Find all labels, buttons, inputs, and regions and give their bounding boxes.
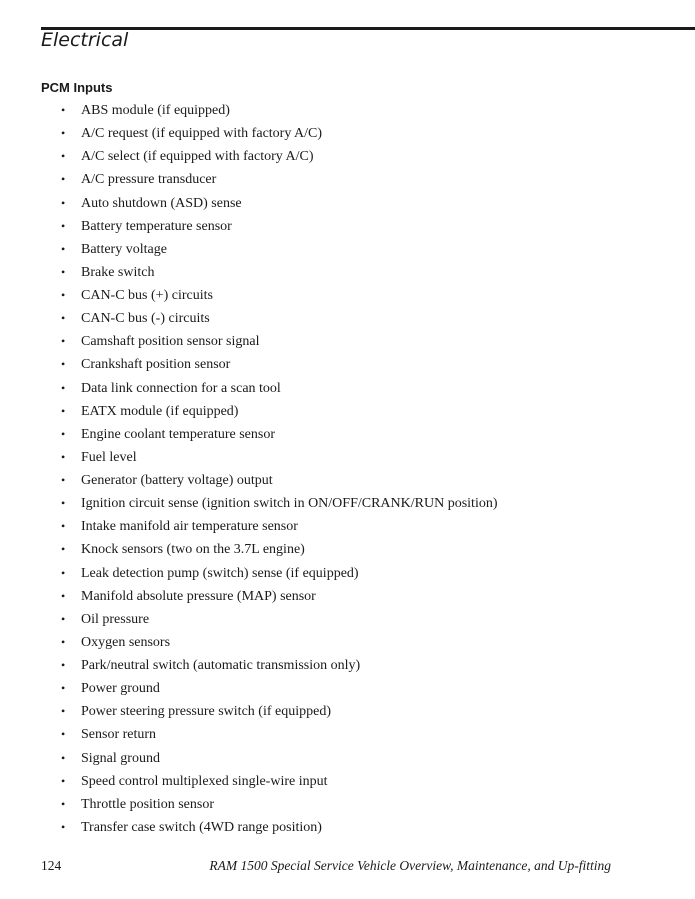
list-item-text: Signal ground (81, 750, 160, 766)
list-item (0, 307, 695, 330)
bullet-icon: • (61, 496, 66, 511)
list-item-text: Generator (battery voltage) output (81, 473, 273, 488)
list-item-text: A/C select (if equipped with factory A/C) (81, 149, 314, 165)
bullet-icon: • (61, 611, 66, 626)
list-item (0, 492, 695, 515)
list-item (0, 168, 695, 191)
document-title: RAM 1500 Special Service Vehicle Overview, Maintenance, and Up-fitting (209, 858, 611, 873)
list-item (0, 770, 695, 793)
bullet-icon: • (61, 819, 66, 834)
list-item-text: Crankshaft position sensor (81, 357, 231, 373)
bullet-icon: • (61, 241, 66, 256)
bullet-icon: • (61, 403, 66, 418)
bullet-icon: • (61, 773, 66, 788)
list-item (0, 793, 695, 816)
list-item (0, 215, 695, 238)
list-item (0, 631, 695, 654)
list-item-text: Sensor return (81, 727, 157, 743)
list-item (0, 145, 695, 168)
list-item (0, 723, 695, 746)
bullet-icon: • (61, 519, 66, 534)
list-item (0, 353, 695, 376)
list-item (0, 99, 695, 122)
bullet-icon: • (61, 542, 66, 557)
bullet-icon: • (61, 750, 66, 765)
page-number: 124 (41, 858, 62, 873)
list-item-text: CAN-C bus (+) circuits (81, 288, 213, 303)
list-item-text: Speed control multiplexed single-wire input (81, 773, 328, 789)
list-item-text: Camshaft position sensor signal (81, 334, 260, 350)
list-item-text: ABS module (if equipped) (81, 103, 230, 118)
list-item-text: Transfer case switch (4WD range position) (81, 819, 322, 835)
page-footer (41, 857, 621, 875)
list-item (0, 538, 695, 561)
list-item-text: A/C request (if equipped with factory A/C) (81, 126, 323, 142)
list-item-text: Power steering pressure switch (if equipped) (81, 704, 331, 720)
bullet-icon: • (61, 311, 66, 326)
bullet-icon: • (61, 588, 66, 603)
list-item (0, 585, 695, 608)
list-item-text: CAN-C bus (-) circuits (81, 311, 210, 327)
list-item-text: Intake manifold air temperature sensor (81, 519, 298, 535)
list-item (0, 515, 695, 538)
list-item-text: EATX module (if equipped) (81, 403, 239, 419)
list-item-text: Fuel level (81, 449, 137, 465)
bullet-icon: • (61, 658, 66, 672)
list-item (0, 446, 695, 469)
section-title: Electrical (41, 29, 129, 51)
bullet-icon: • (61, 681, 66, 696)
list-item (0, 700, 695, 723)
bullet-icon: • (61, 357, 66, 372)
list-item-text: A/C pressure transducer (81, 172, 217, 188)
bullet-icon: • (61, 172, 66, 187)
list-item (0, 192, 695, 215)
header-rule (41, 27, 695, 30)
list-item (0, 654, 695, 677)
bullet-icon: • (61, 426, 66, 441)
pcm-inputs-list (0, 99, 695, 839)
list-item-text: Battery voltage (81, 241, 167, 257)
bullet-icon: • (61, 195, 66, 210)
list-item-text: Ignition circuit sense (ignition switch in ON/OFF/CRANK/RUN position) (81, 496, 498, 512)
list-item (0, 562, 695, 585)
bullet-icon: • (61, 218, 66, 233)
bullet-icon: • (61, 149, 66, 164)
list-item (0, 816, 695, 839)
list-item (0, 122, 695, 145)
list-item-text: Battery temperature sensor (81, 218, 232, 234)
list-item (0, 284, 695, 307)
list-item-text: Oil pressure (81, 611, 150, 627)
bullet-icon: • (61, 634, 66, 649)
list-item (0, 469, 695, 492)
list-item-text: Knock sensors (two on the 3.7L engine) (81, 542, 305, 558)
list-item (0, 377, 695, 400)
list-item (0, 330, 695, 353)
list-item-text: Data link connection for a scan tool (81, 380, 281, 396)
list-item (0, 423, 695, 446)
bullet-icon: • (61, 704, 66, 719)
bullet-icon: • (61, 288, 66, 302)
bullet-icon: • (61, 796, 66, 811)
list-item (0, 747, 695, 770)
list-item-text: Throttle position sensor (81, 796, 214, 812)
list-item-text: Engine coolant temperature sensor (81, 426, 275, 442)
bullet-icon: • (61, 565, 66, 580)
bullet-icon: • (61, 449, 66, 464)
bullet-icon: • (61, 727, 66, 742)
list-item-text: Power ground (81, 681, 160, 697)
bullet-icon: • (61, 103, 66, 117)
list-item-text: Auto shutdown (ASD) sense (81, 195, 242, 211)
subheading-pcm-inputs: PCM Inputs (41, 80, 113, 95)
list-item (0, 608, 695, 631)
list-item (0, 238, 695, 261)
list-item (0, 261, 695, 284)
list-item (0, 677, 695, 700)
list-item-text: Brake switch (81, 264, 155, 280)
bullet-icon: • (61, 380, 66, 395)
list-item-text: Park/neutral switch (automatic transmission only) (81, 658, 361, 673)
list-item-text: Manifold absolute pressure (MAP) sensor (81, 588, 316, 604)
bullet-icon: • (61, 473, 66, 487)
bullet-icon: • (61, 334, 66, 349)
list-item-text: Leak detection pump (switch) sense (if equipped) (81, 565, 359, 581)
list-item (0, 400, 695, 423)
list-item-text: Oxygen sensors (81, 634, 171, 650)
bullet-icon: • (61, 126, 66, 141)
bullet-icon: • (61, 264, 66, 279)
